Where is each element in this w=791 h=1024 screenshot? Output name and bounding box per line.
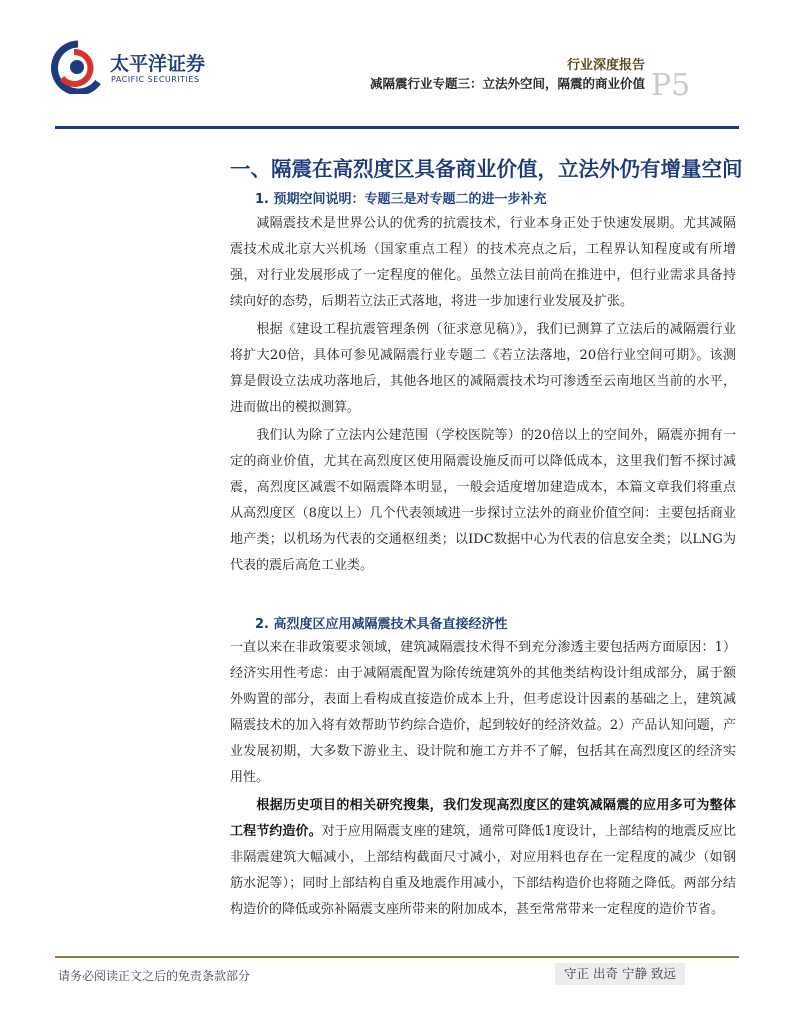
header-divider — [55, 126, 739, 129]
subsection-1-paragraph-2 — [230, 317, 736, 421]
subsection-1-paragraph-1 — [230, 211, 736, 315]
paragraph-text: 根据《建设工程抗震管理条例（征求意见稿）》，我们已测算了立法后的减隔震行业将扩大20倍，具体可参见减隔震行业专题二《若立法落地，20倍行业空间可期》。该测算是假设立法成功落地后，其他各地区的减隔震技术均可渗透至云南地区当前的水平，进而做出的模拟测算。 — [230, 322, 736, 415]
footer-motto: 守正 出奇 宁静 致远 — [555, 963, 685, 985]
paragraph-text: 一直以来在非政策要求领域，建筑减隔震技术得不到充分渗透主要包括两方面原因：1）经济实用性考虑：由于减隔震配置为除传统建筑外的其他类结构设计组成部分，属于额外购置的部分，表面上看构成直接造价成本上升，但考虑设计因素的基础之上，建筑减隔震技术的加入将有效帮助节约综合造价，起到较好的经济效益。2）产品认知问题，产业发展初期，大多数下游业主、设计院和施工方并不了解，包括其在高烈度区的经济实用性。 — [230, 640, 736, 785]
subsection-2-paragraph-1 — [230, 635, 736, 791]
subsection-1-paragraph-3 — [230, 423, 736, 579]
paragraph-text: 对于应用隔震支座的建筑，通常可降低1度设计，上部结构的地震反应比非隔震建筑大幅减小，上部结构截面尺寸减小，对应用料也存在一定程度的减少（如钢筋水泥等）；同时上部结构自重及地震作用减小，下部结构造价也将随之降低。两部分结构造价的降低或弥补隔震支座所带来的附加成本，甚至常常带来一定程度的造价节省。 — [230, 824, 736, 917]
pacific-securities-logo-icon — [48, 40, 106, 94]
logo-chinese-name: 太平洋证券 — [110, 53, 206, 75]
footer-divider — [55, 956, 739, 958]
page-number: P5 — [651, 68, 691, 103]
footer-disclaimer: 请务必阅读正文之后的免责条款部分 — [58, 969, 251, 983]
section-title: 一、隔震在高烈度区具备商业价值，立法外仍有增量空间 — [230, 157, 743, 181]
paragraph-text: 减隔震技术是世界公认的优秀的抗震技术，行业本身正处于快速发展期。尤其减隔震技术成北京大兴机场（国家重点工程）的技术亮点之后，工程界认知程度或有所增强，对行业发展形成了一定程度的催化。虽然立法目前尚在推进中，但行业需求具备持续向好的态势，后期若立法正式落地，将进一步加速行业发展及扩张。 — [230, 216, 736, 309]
company-logo — [48, 40, 218, 90]
report-subtitle: 减隔震行业专题三：立法外空间，隔震的商业价值 — [369, 76, 645, 91]
key-finding-bold-text: 根据历史项目的相关研究搜集，我们发现高烈度区的建筑减隔震的应用多可为整体工程节约造价。 — [230, 798, 736, 839]
report-type: 行业深度报告 — [566, 58, 645, 73]
subsection-1-title: 1. 预期空间说明：专题三是对专题二的进一步补充 — [255, 192, 547, 207]
subsection-2-paragraph-2 — [230, 793, 736, 923]
subsection-2-title: 2. 高烈度区应用减隔震技术具备直接经济性 — [255, 617, 508, 632]
paragraph-text: 我们认为除了立法内公建范围（学校医院等）的20倍以上的空间外，隔震亦拥有一定的商业价值，尤其在高烈度区使用隔震设施反而可以降低成本，这里我们暂不探讨减震，高烈度区减震不如隔震降本明显，一般会适度增加建造成本，本篇文章我们将重点从高烈度区（8度以上）几个代表领域进一步探讨立法外的商业价值空间：主要包括商业地产类；以机场为代表的交通枢纽类；以IDC数据中心为代表的信息安全类；以LNG为代表的震后高危工业类。 — [230, 428, 736, 573]
logo-english-name: PACIFIC SECURITIES — [111, 75, 200, 84]
